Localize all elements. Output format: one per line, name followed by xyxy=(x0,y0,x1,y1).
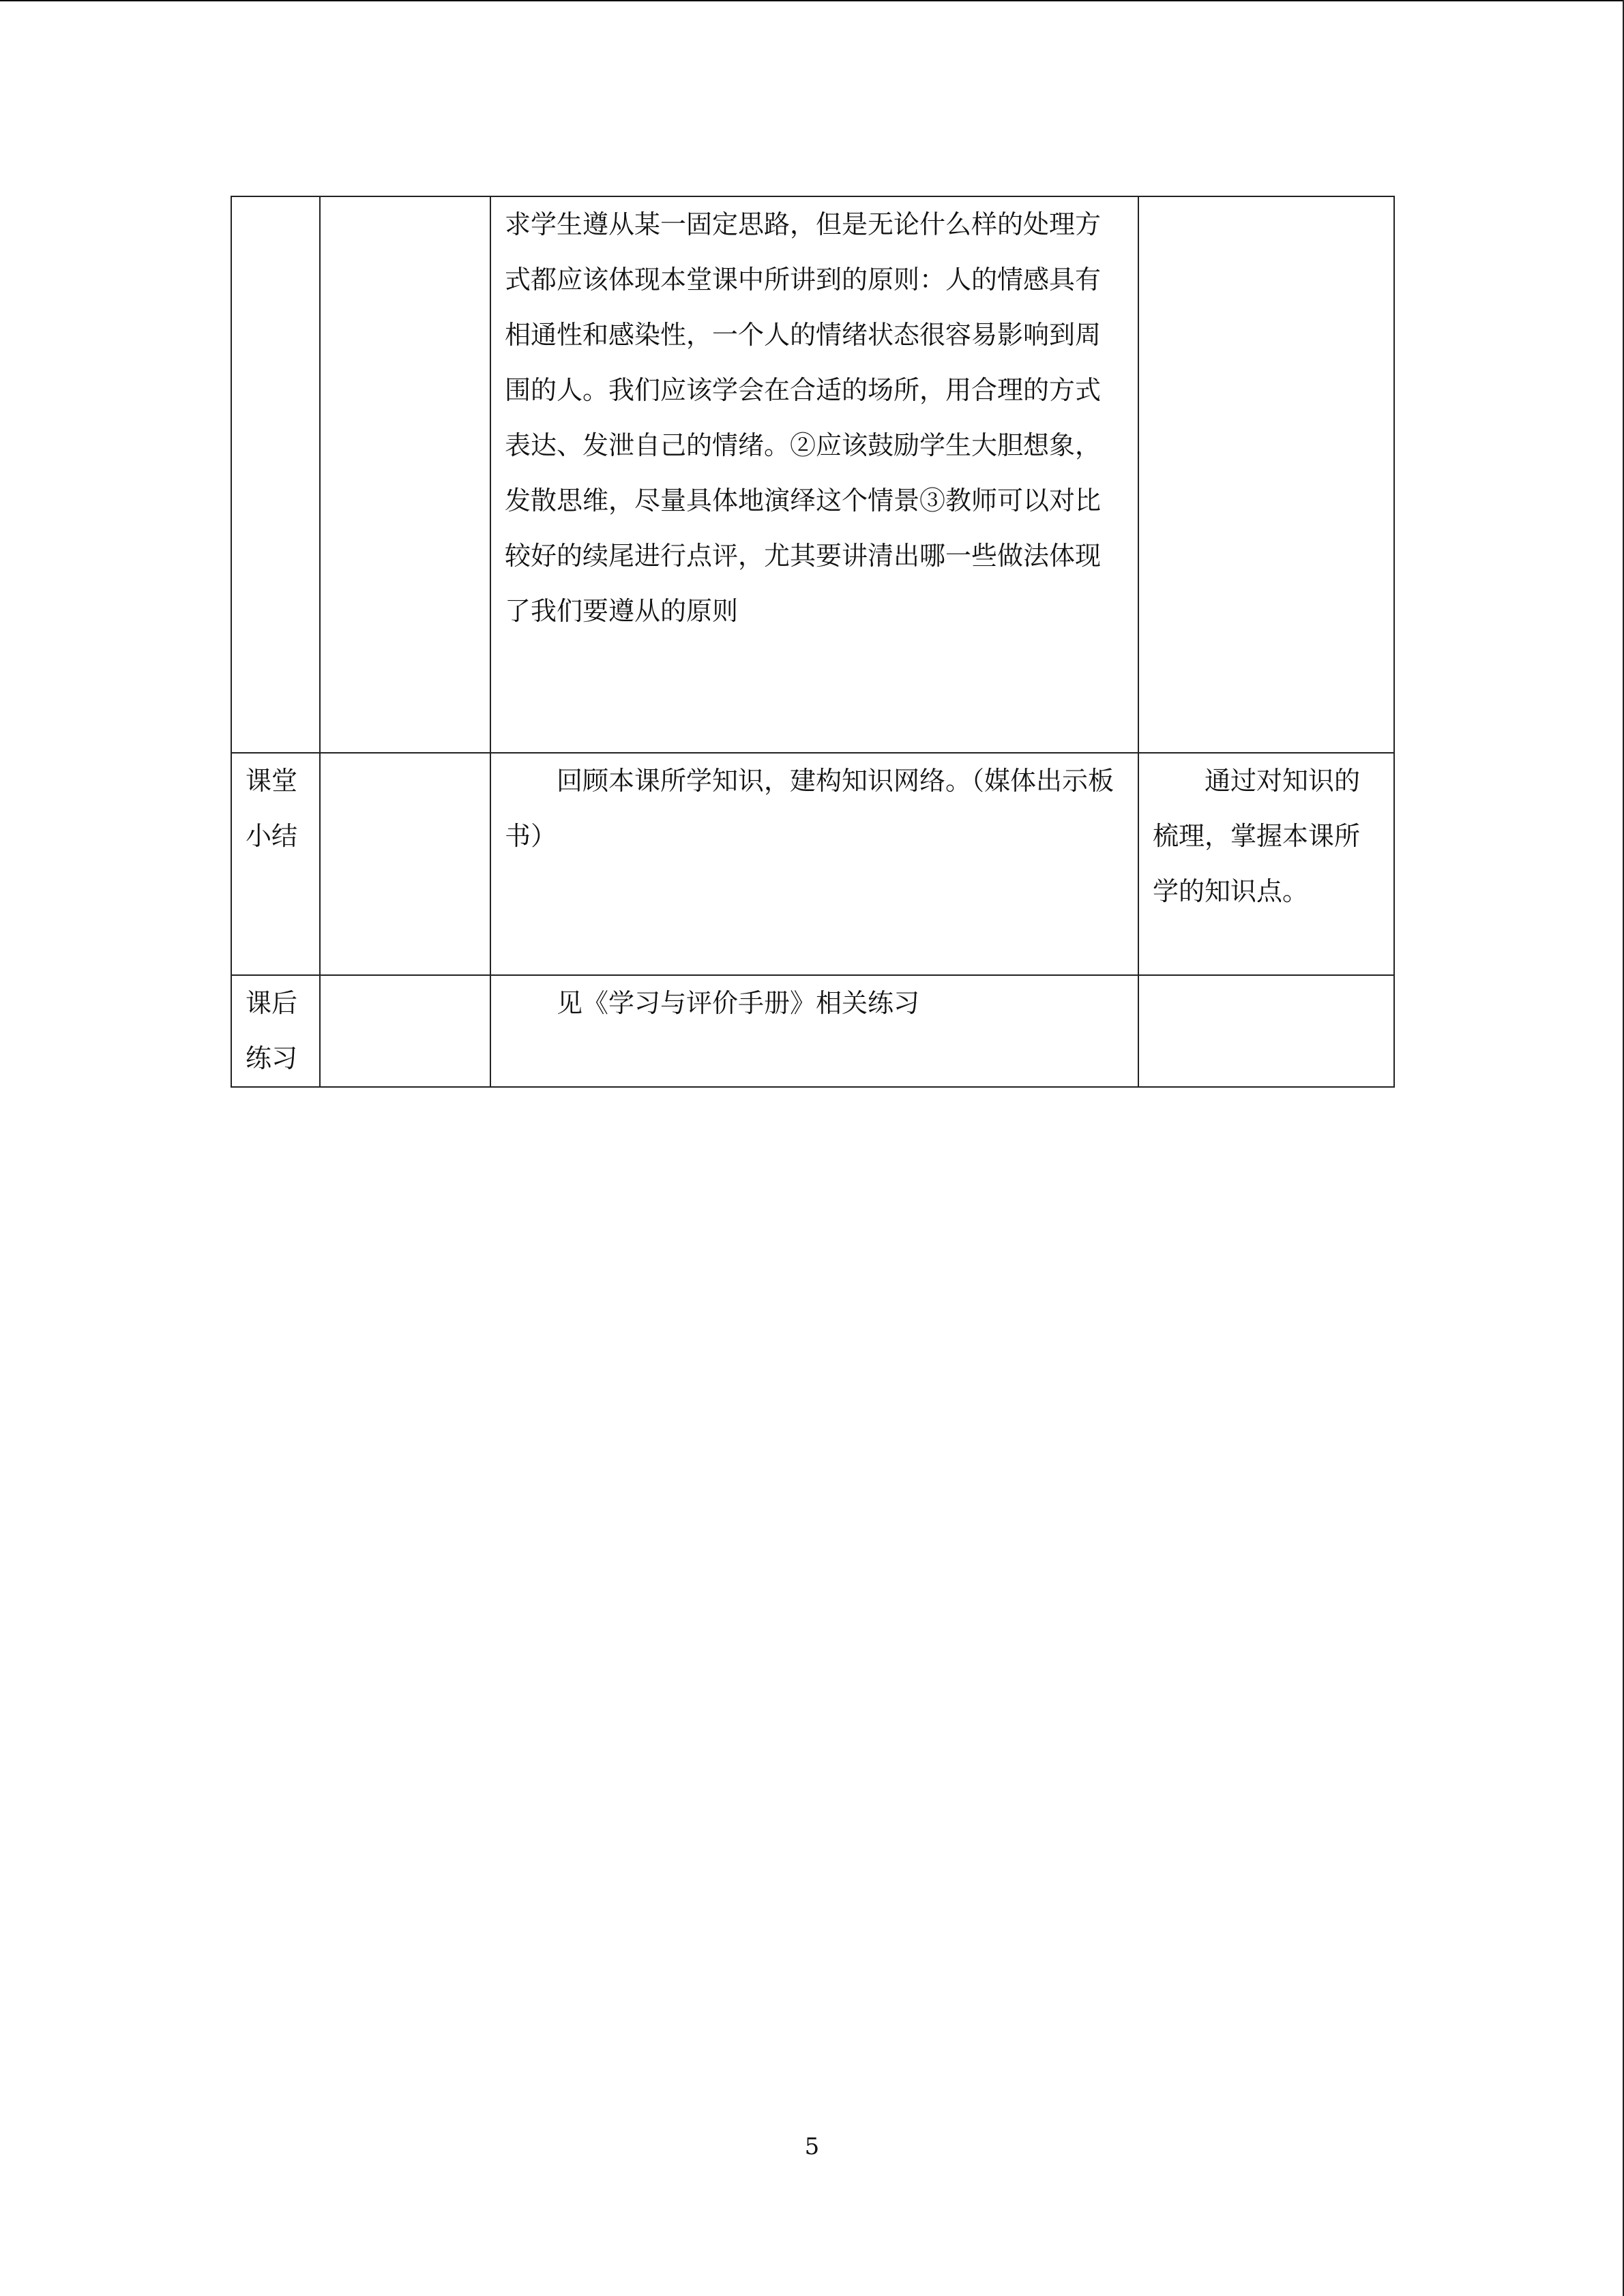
activity-cell xyxy=(320,196,490,753)
activity-cell xyxy=(320,975,490,1087)
lesson-plan-table xyxy=(231,196,1395,1088)
top-border xyxy=(0,0,1624,1)
content-cell: 回顾本课所学知识，建构知识网络。（媒体出示板书） xyxy=(490,753,1138,975)
intent-cell: 通过对知识的梳理，掌握本课所学的知识点。 xyxy=(1138,753,1394,975)
table-row-homework xyxy=(231,975,1394,1087)
stage-cell: 课堂小结 xyxy=(231,753,320,975)
stage-cell xyxy=(231,196,320,753)
content-cell: 见《学习与评价手册》相关练习 xyxy=(490,975,1138,1087)
stage-cell: 课后练习 xyxy=(231,975,320,1087)
intent-cell xyxy=(1138,975,1394,1087)
table-row-continuation xyxy=(231,196,1394,753)
table-row-summary xyxy=(231,753,1394,975)
page-number: 5 xyxy=(804,2133,820,2160)
intent-cell xyxy=(1138,196,1394,753)
activity-cell xyxy=(320,753,490,975)
content-cell: 求学生遵从某一固定思路，但是无论什么样的处理方式都应该体现本堂课中所讲到的原则：人的情感具有相通性和感染性，一个人的情绪状态很容易影响到周围的人。我们应该学会在合适的场所，用合理的方式表达、发泄自己的情绪。②应该鼓励学生大胆想象，发散思维，尽量具体地演绎这个情景③教师可以对比较好的续尾进行点评，尤其要讲清出哪一些做法体现了我们要遵从的原则 xyxy=(490,196,1138,753)
